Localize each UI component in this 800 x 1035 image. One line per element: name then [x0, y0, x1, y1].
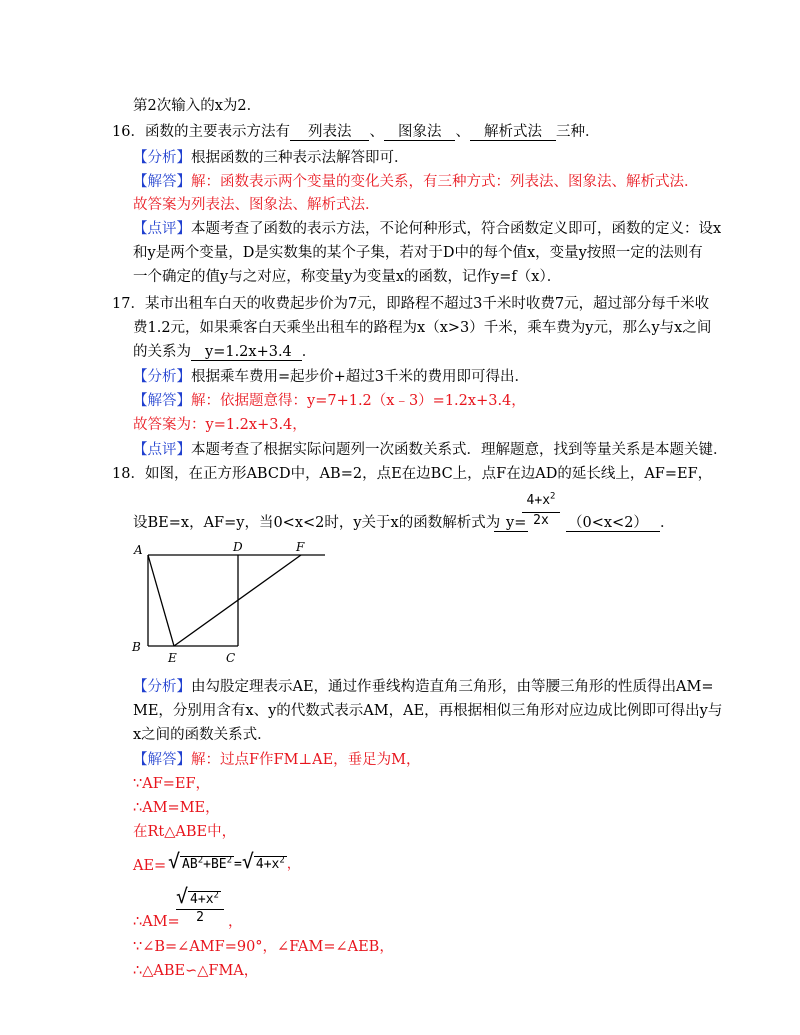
label-b: B	[132, 640, 141, 654]
label-f: F	[296, 540, 305, 554]
label-a: A	[134, 543, 143, 557]
q17-number: 17．	[112, 296, 145, 312]
q16-answer: 【解答】解：函数表示两个变量的变化关系，有三种方式：列表法、图象法、解析式法．	[133, 174, 699, 190]
q16-comment-3: 一个确定的值y与之对应，称变量y为变量x的函数，记作y=f（x）．	[133, 269, 562, 285]
q17-question: 17．某市出租车白天的收费起步价为7元，即路程不超过3千米时收费7元，超过部分每千米收	[112, 296, 710, 312]
segment-ae	[148, 555, 174, 646]
q16-question: 16．函数的主要表示方法有 列表法 、 图象法 、 解析式法 三种．	[112, 124, 600, 140]
q18-analysis: 【分析】由勾股定理表示AE，通过作垂线构造直角三角形，由等腰三角形的性质得出AM=	[133, 679, 714, 695]
q18-analysis-2: ME，分别用含有x、y的代数式表示AM，AE，再根据相似三角形对应边成比例即可得出y与	[133, 703, 723, 719]
radicand-1: $AB^2+BE^2$	[182, 855, 233, 872]
label-d: D	[233, 540, 243, 554]
q18-blank-y: y=	[494, 513, 528, 533]
q18-am-denominator: 2	[196, 910, 204, 925]
q18-answer-3: ∴AM=ME，	[133, 800, 220, 816]
label-c: C	[226, 651, 236, 665]
q17-answer-2: 故答案为：y=1.2x+3.4，	[133, 417, 307, 433]
q18-answer-5: ∵∠B=∠AMF=90°，∠FAM=∠AEB，	[133, 939, 394, 955]
comment-tag: 【点评】	[133, 221, 191, 237]
q16-comment: 【点评】本题考查了函数的表示方法，不论何种形式，符合函数定义即可，函数的定义：设x	[133, 221, 722, 237]
analysis-tag: 【分析】	[133, 369, 191, 385]
comment-tag: 【点评】	[133, 442, 191, 458]
continuation-line: 第2次输入的x为2．	[133, 98, 262, 114]
q18-ae-lhs: AE=	[133, 858, 167, 874]
q18-answer: 【解答】解：过点F作FM⊥AE，垂足为M，	[133, 752, 421, 768]
answer-tag: 【解答】	[133, 752, 191, 768]
analysis-tag: 【分析】	[133, 679, 191, 695]
answer-tag: 【解答】	[133, 393, 191, 409]
q18-question-2: 设BE=x，AF=y，当0<x<2时，y关于x的函数解析式为	[133, 515, 501, 531]
q16-number: 16．	[112, 124, 145, 140]
q17-answer: 【解答】解：依据题意得：y=7+1.2（x﹣3）=1.2x+3.4，	[133, 393, 526, 409]
radical-sign: √	[176, 884, 189, 908]
analysis-tag: 【分析】	[133, 150, 191, 166]
q18-answer-6: ∴△ABE∽△FMA，	[133, 963, 259, 979]
answer-tag: 【解答】	[133, 174, 191, 190]
q16-blank-1: 列表法	[290, 125, 370, 141]
q18-am-tail: ，	[228, 914, 243, 930]
q18-fraction-numerator: $4+x^2$	[526, 491, 556, 508]
q18-answer-2: ∵AF=EF，	[133, 776, 211, 792]
q18-am-lhs: ∴AM=	[133, 914, 180, 930]
q18-figure	[128, 538, 328, 668]
q18-analysis-3: x之间的函数关系式．	[133, 727, 272, 743]
q16-blank-3: 解析式法	[470, 125, 556, 141]
q18-am-numerator: √ $4+x^2$	[176, 884, 219, 908]
q16-answer-2: 故答案为列表法、图象法、解析式法．	[133, 197, 380, 213]
q17-question-2: 费1.2元，如果乘客白天乘坐出租车的路程为x（x>3）千米，乘车费为y元，那么y与x之间	[133, 320, 712, 336]
q17-blank: y=1.2x+3.4	[191, 345, 302, 361]
q18-question: 18．如图，在正方形ABCD中，AB=2，点E在边BC上，点F在边AD的延长线上，AF=EF，	[112, 466, 713, 482]
q16-blank-2: 图象法	[384, 125, 456, 141]
q17-question-3: 的关系为 y=1.2x+3.4 ．	[133, 344, 317, 360]
q18-number: 18．	[112, 466, 145, 482]
q18-ae-expression: √ $AB^2+BE^2$ =√ $4+x^2$ ，	[168, 849, 300, 873]
q18-answer-4: 在Rt△ABE中，	[133, 824, 237, 840]
radicand-2: $4+x^2$	[255, 855, 285, 872]
radical-sign: √	[168, 849, 181, 873]
q18-blank-range: （0<x<2） ．	[568, 515, 675, 531]
q18-fraction-denominator: 2x	[533, 513, 549, 528]
q16-comment-2: 和y是两个变量，D是实数集的某个子集，若对于D中的每个值x，变量y按照一定的法则有	[133, 245, 703, 261]
q16-analysis: 【分析】根据函数的三种表示法解答即可．	[133, 150, 409, 166]
q17-comment: 【点评】本题考查了根据实际问题列一次函数关系式．理解题意，找到等量关系是本题关键．	[133, 442, 728, 458]
radical-sign: √	[241, 849, 254, 873]
label-e: E	[168, 651, 177, 665]
q17-analysis: 【分析】根据乘车费用=起步价+超过3千米的费用即可得出．	[133, 369, 530, 385]
